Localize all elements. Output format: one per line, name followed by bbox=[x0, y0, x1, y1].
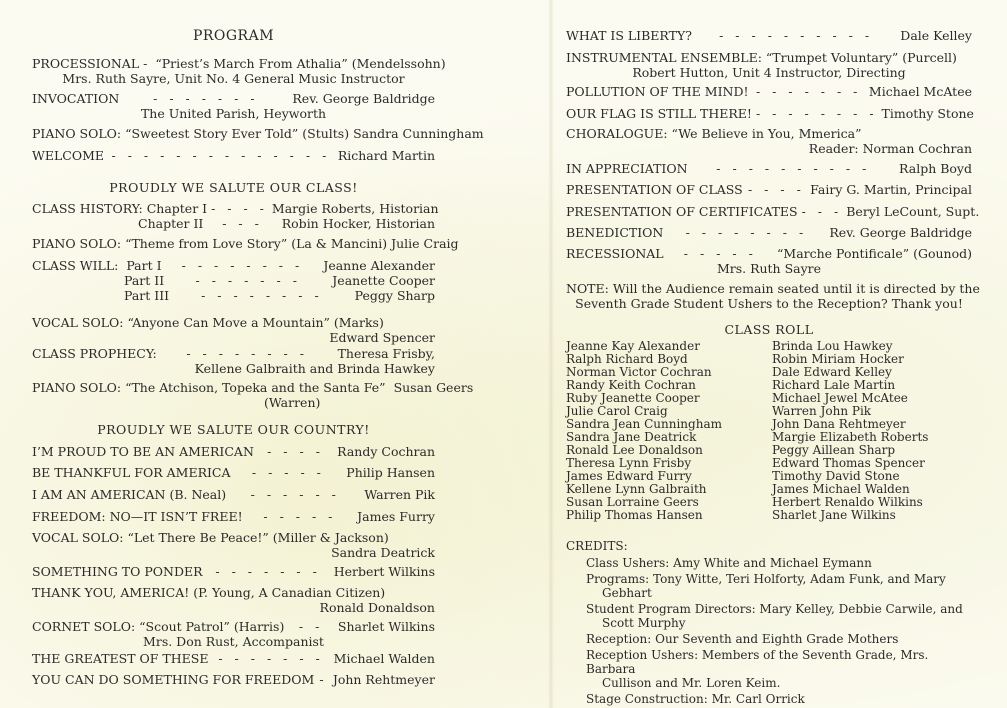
class-roll-name: James Edward Furry bbox=[566, 469, 692, 483]
section-heading-class: PROUDLY WE SALUTE OUR CLASS! bbox=[109, 180, 358, 195]
credit-entry: Student Program Directors: Mary Kelley, Debbie Carwile, and Scott Murphy bbox=[586, 602, 963, 630]
class-roll-name: James Michael Walden bbox=[772, 482, 910, 496]
class-roll-name: Richard Lale Martin bbox=[772, 378, 896, 392]
program-item-our-flag: OUR FLAG IS STILL THERE! - - - - - - - - Timothy Stone bbox=[566, 106, 974, 121]
credits-list bbox=[566, 556, 972, 706]
class-roll-name: Philip Thomas Hansen bbox=[566, 508, 703, 522]
class-roll-name: Herbert Renaldo Wilkins bbox=[772, 495, 923, 509]
class-roll-name: Sandra Jean Cunningham bbox=[566, 417, 722, 431]
section-heading-country: PROUDLY WE SALUTE OUR COUNTRY! bbox=[97, 422, 370, 437]
program-item-be-thankful: BE THANKFUL FOR AMERICA - - - - - Philip Hansen bbox=[32, 465, 435, 480]
class-roll-name: Timothy David Stone bbox=[772, 469, 900, 483]
program-item-instrumental: INSTRUMENTAL ENSEMBLE: “Trumpet Voluntary” (Purcell) Robert Hutton, Unit 4 Instructor, Directing bbox=[566, 50, 957, 80]
class-roll-name: Sandra Jane Deatrick bbox=[566, 430, 697, 444]
program-item-appreciation: IN APPRECIATION - - - - - - - - - - Ralph Boyd bbox=[566, 161, 972, 176]
program-item-class-prophecy: CLASS PROPHECY: - - - - - - - - Theresa Frisby, Kellene Galbraith and Brinda Hawkey bbox=[32, 346, 435, 376]
program-item-recessional: RECESSIONAL - - - - - “Marche Pontificale” (Gounod) Mrs. Ruth Sayre bbox=[566, 246, 972, 276]
class-roll-name: Kellene Lynn Galbraith bbox=[566, 482, 707, 496]
class-roll-left-list bbox=[566, 340, 722, 522]
program-item-presentation-class: PRESENTATION OF CLASS - - - - Fairy G. Martin, Principal bbox=[566, 182, 972, 197]
class-roll-name: John Dana Rehtmeyer bbox=[772, 417, 906, 431]
program-item-i-am-american: I AM AN AMERICAN (B. Neal) - - - - - - Warren Pik bbox=[32, 487, 435, 502]
program-item-greatest: THE GREATEST OF THESE - - - - - - - Michael Walden bbox=[32, 651, 435, 666]
program-item-vocal-solo-1: VOCAL SOLO: “Anyone Can Move a Mountain” (Marks) Edward Spencer bbox=[32, 315, 435, 345]
program-item-piano-solo-1: PIANO SOLO: “Sweetest Story Ever Told” (Stults) Sandra Cunningham bbox=[32, 126, 484, 141]
program-item-certificates: PRESENTATION OF CERTIFICATES - - - Beryl LeCount, Supt. bbox=[566, 204, 980, 219]
program-item-freedom-not-free: FREEDOM: NO—IT ISN’T FREE! - - - - - James Furry bbox=[32, 509, 435, 524]
credits-title: CREDITS: bbox=[566, 539, 628, 553]
class-roll-name: Susan Lorraine Geers bbox=[566, 495, 699, 509]
class-roll-name: Jeanne Kay Alexander bbox=[566, 339, 700, 353]
class-roll-name: Dale Edward Kelley bbox=[772, 365, 892, 379]
class-roll-name: Ruby Jeanette Cooper bbox=[566, 391, 700, 405]
program-item-piano-solo-3: PIANO SOLO: “The Atchison, Topeka and the Santa Fe” Susan Geers (Warren) bbox=[32, 380, 474, 410]
program-item-benediction: BENEDICTION - - - - - - - - Rev. George Baldridge bbox=[566, 225, 972, 240]
class-roll-name: Ralph Richard Boyd bbox=[566, 352, 688, 366]
class-roll-title: CLASS ROLL bbox=[724, 322, 814, 337]
program-item-welcome: WELCOME - - - - - - - - - - - - - - Richard Martin bbox=[32, 148, 435, 163]
program-item-processional: PROCESSIONAL - “Priest’s March From Athalia” (Mendelssohn) Mrs. Ruth Sayre, Unit No. 4 General Music Instructor bbox=[32, 56, 446, 86]
credit-entry: Programs: Tony Witte, Teri Holforty, Adam Funk, and Mary Gebhart bbox=[586, 572, 946, 600]
credit-entry: Reception Ushers: Members of the Seventh Grade, Mrs. Barbara Cullison and Mr. Loren Keim. bbox=[586, 648, 929, 690]
page-fold bbox=[548, 0, 554, 708]
class-roll-name: Margie Elizabeth Roberts bbox=[772, 430, 929, 444]
program-item-piano-solo-2: PIANO SOLO: “Theme from Love Story” (La & Mancini) Julie Craig bbox=[32, 236, 459, 251]
class-roll-name: Brinda Lou Hawkey bbox=[772, 339, 893, 353]
program-item-something-to-ponder: SOMETHING TO PONDER - - - - - - - Herbert Wilkins bbox=[32, 564, 435, 579]
program-item-choralogue: CHORALOGUE: “We Believe in You, Mmerica” Reader: Norman Cochran bbox=[566, 126, 972, 156]
class-roll-name: Randy Keith Cochran bbox=[566, 378, 696, 392]
credits-section bbox=[566, 539, 972, 708]
class-roll-name: Edward Thomas Spencer bbox=[772, 456, 925, 470]
class-roll-name: Julie Carol Craig bbox=[566, 404, 668, 418]
program-item-do-something: YOU CAN DO SOMETHING FOR FREEDOM - John Rehtmeyer bbox=[32, 672, 435, 687]
credit-entry: Class Ushers: Amy White and Michael Eymann bbox=[586, 556, 872, 570]
program-item-class-history: CLASS HISTORY: Chapter I - - - - Margie Roberts, Historian Chapter II - - - Robin Hocker, Historian bbox=[32, 201, 439, 231]
credit-entry: Stage Construction: Mr. Carl Orrick bbox=[586, 692, 805, 706]
program-item-pollution: POLLUTION OF THE MIND! - - - - - - - Michael McAtee bbox=[566, 84, 972, 99]
program-item-thank-you-america: THANK YOU, AMERICA! (P. Young, A Canadian Citizen) Ronald Donaldson bbox=[32, 585, 435, 615]
credit-entry: Reception: Our Seventh and Eighth Grade Mothers bbox=[586, 632, 899, 646]
program-title: PROGRAM bbox=[192, 28, 275, 44]
class-roll-name: Peggy Aillean Sharp bbox=[772, 443, 896, 457]
class-roll-name: Ronald Lee Donaldson bbox=[566, 443, 703, 457]
program-item-liberty: WHAT IS LIBERTY? - - - - - - - - - - Dale Kelley bbox=[566, 28, 972, 43]
class-roll-name: Norman Victor Cochran bbox=[566, 365, 712, 379]
class-roll-name: Warren John Pik bbox=[772, 404, 872, 418]
class-roll-name: Theresa Lynn Frisby bbox=[566, 456, 692, 470]
class-roll-right-list bbox=[772, 340, 928, 522]
program-item-vocal-solo-2: VOCAL SOLO: “Let There Be Peace!” (Miller & Jackson) Sandra Deatrick bbox=[32, 530, 435, 560]
audience-note: NOTE: Will the Audience remain seated until it is directed by the Seventh Grade Student Ushers to the Reception? Thank you! bbox=[566, 281, 980, 311]
class-roll-name: Michael Jewel McAtee bbox=[772, 391, 908, 405]
program-item-invocation: INVOCATION - - - - - - - Rev. George Baldridge The United Parish, Heyworth bbox=[32, 91, 435, 121]
program-item-proud-american: I’M PROUD TO BE AN AMERICAN - - - - Randy Cochran bbox=[32, 444, 435, 459]
program-item-class-will: CLASS WILL: Part I - - - - - - - - Jeanne Alexander Part II - - - - - - - Jeanette Cooper Part III - - - - - - - - Peggy Sharp bbox=[32, 258, 435, 303]
class-roll-name: Robin Miriam Hocker bbox=[772, 352, 904, 366]
class-roll-name: Sharlet Jane Wilkins bbox=[772, 508, 896, 522]
program-item-cornet-solo: CORNET SOLO: “Scout Patrol” (Harris) - - Sharlet Wilkins Mrs. Don Rust, Accompanist bbox=[32, 619, 435, 649]
